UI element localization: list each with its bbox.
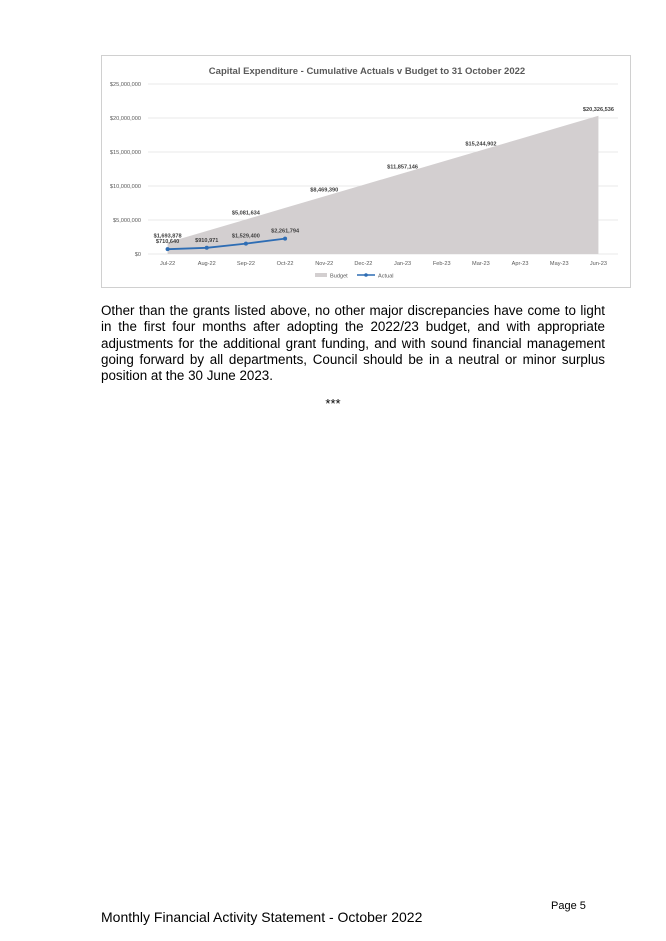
x-tick-label: Sep-22: [236, 261, 255, 267]
budget-data-label: $8,469,390: [310, 187, 339, 194]
budget-data-label: $5,081,634: [231, 210, 260, 217]
chart-title: Capital Expenditure - Cumulative Actuals v Budget to 31 October 2022: [208, 66, 526, 77]
chart-canvas: [102, 56, 632, 289]
y-tick-label: $15,000,000: [109, 150, 141, 156]
y-tick-label: $0: [134, 252, 141, 258]
y-tick-label: $10,000,000: [109, 184, 141, 190]
actual-data-label: $2,261,794: [271, 228, 300, 235]
x-tick-label: Dec-22: [354, 261, 373, 267]
x-tick-label: May-23: [549, 261, 569, 267]
x-tick-label: Oct-22: [276, 261, 294, 267]
x-tick-label: Apr-23: [511, 261, 529, 267]
page-number: Page 5: [551, 900, 586, 912]
document-footer: Monthly Financial Activity Statement - October 2022: [101, 909, 423, 925]
capital-expenditure-chart: [101, 55, 631, 288]
actual-point: [205, 246, 209, 250]
legend-actual-marker: [364, 273, 368, 277]
budget-data-label: $20,326,536: [582, 106, 614, 113]
y-tick-label: $5,000,000: [113, 218, 141, 224]
x-tick-label: Jan-23: [394, 261, 412, 267]
summary-paragraph: Other than the grants listed above, no other major discrepancies have come to light in the first four months after adopting the 2022/23 budget, and with appropriate adjustments for the additional grant funding, and with sound financial management going forward by all departments, Council should be in a neutral or minor surplus position at the 30 June 2023.: [101, 303, 605, 384]
section-separator: ***: [325, 396, 341, 411]
y-tick-label: $25,000,000: [109, 82, 141, 88]
actual-point: [244, 242, 248, 246]
legend-budget-swatch: [315, 273, 327, 277]
legend-budget-label: Budget: [330, 273, 348, 280]
actual-data-label: $1,529,400: [231, 233, 260, 240]
actual-point: [166, 247, 170, 251]
actual-point: [283, 237, 287, 241]
x-tick-label: Jul-22: [159, 261, 176, 267]
actual-data-label: $710,640: [155, 239, 180, 246]
legend-actual-label: Actual: [378, 273, 394, 280]
x-tick-label: Nov-22: [315, 261, 334, 267]
x-tick-label: Feb-23: [432, 261, 451, 267]
x-tick-label: Jun-23: [589, 261, 607, 267]
budget-data-label: $11,857,146: [387, 164, 418, 171]
y-tick-label: $20,000,000: [109, 116, 141, 122]
actual-data-label: $910,971: [195, 237, 219, 244]
x-tick-label: Mar-23: [472, 261, 490, 267]
budget-data-label: $15,244,902: [465, 141, 497, 148]
budget-data-label: $1,693,878: [153, 233, 182, 240]
x-tick-label: Aug-22: [197, 261, 216, 267]
